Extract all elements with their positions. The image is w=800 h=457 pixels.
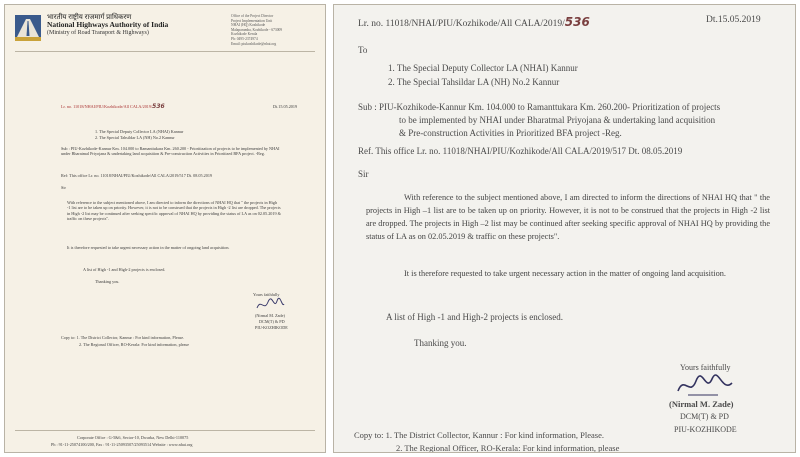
salutation: Sir <box>61 185 66 190</box>
nhai-logo-icon <box>15 15 41 41</box>
office-line: Email: piukozhikode@nhai.org <box>231 41 277 46</box>
ref-text: Lr. no. 11018/NHAI/PIU/Kozhikode/All CALA/2019/ <box>61 104 153 109</box>
office-line: NHAI (HQ) Kozhikode <box>231 23 266 28</box>
subject: Sub : PIU-Kozhikode-Kannur Km. 104.000 to Ramanttukara Km. 260.200 - Prioritization of projects to be implemented by NHAI under Bharatmal Priyojana & undertaking land acquisition & Pre-construction Activities in Prioritized BFA project. -Reg. <box>61 146 280 157</box>
reference-line: Ref: This office Lr. no. 11018/NHAI/PIU/Kozhikode/All CALA/2019/517 Dt. 08.05.2019 <box>61 173 213 178</box>
letter-enlarged <box>333 4 796 453</box>
to-item: 2. The Special Tahsildar LA (NH) No.2 Kannur <box>388 77 560 87</box>
ref-number <box>358 15 590 29</box>
office-line: Project Implementation Unit <box>231 18 273 23</box>
subject-line: to be implemented by NHAI under Bharatmal Priyojana & undertaking land acquisition <box>399 115 716 125</box>
enclosure-note: A list of High -1 and High-2 projects is enclosed. <box>83 267 166 272</box>
reference-line: Ref. This office Lr. no. 11018/NHAI/PIU/Kozhikode/All CALA/2019/517 Dt. 08.05.2019 <box>358 146 683 156</box>
footer-address: Corporate Office : G-5&6, Sector-10, Dwarka, New Delhi-110075 <box>77 435 189 440</box>
header-divider <box>15 51 315 52</box>
salutation: Sir <box>358 169 369 179</box>
office-line: Office of the Project Director <box>231 14 274 18</box>
body-paragraph-2: It is therefore requested to take urgent necessary action in the matter of ongoing land acquisition. <box>404 269 726 278</box>
letter-date: Dt.15.05.2019 <box>706 15 761 25</box>
org-ministry: (Ministry of Road Transport & Highways) <box>47 30 149 36</box>
to-item: 1. The Special Deputy Collector LA (NHAI) Kannur <box>388 63 578 73</box>
letter-thumbnail <box>4 4 326 453</box>
body-paragraph-2: It is therefore requested to take urgent necessary action in the matter of ongoing land acquisition. <box>67 245 230 250</box>
yours-faithfully: Yours faithfully <box>253 292 280 297</box>
org-block <box>47 13 168 37</box>
signatory-name: (Nirmal M. Zade) <box>669 399 734 409</box>
to-item: 2. The Special Tahsildar LA (NH) No.2 Kannur <box>95 135 175 140</box>
ref-text: Lr. no. 11018/NHAI/PIU/Kozhikode/All CALA/2019/ <box>358 19 565 29</box>
closing-thanks: Thanking you. <box>414 338 467 348</box>
body-paragraph-1: With reference to the subject mentioned above, I am directed to inform the directions of NHAI HQ that " the projects in High -1 list are to be taken up on priority. However, it is not to be construed that the projects in High -2 list are dropped. The projects in High -2 list may be continued after seeking specific approval of NHAI HQ by providing the status of LA as on 02.05.2019 & traffic on these projects". <box>67 200 281 222</box>
org-name: National Highways Authority of India <box>47 20 169 29</box>
office-line: Ph: 0495-2374974 <box>231 36 258 41</box>
footer-divider <box>15 430 315 431</box>
copy-to-2: 2. The Regional Officer, RO-Kerala: For kind information, please <box>396 443 620 453</box>
to-label: To <box>358 45 368 55</box>
signatory-unit: PIU-KOZHIKODE <box>674 425 737 434</box>
subject-line: & Pre-construction Activities in Prioritized BFA project -Reg. <box>399 128 622 138</box>
signature-icon <box>674 371 736 401</box>
signatory-title: DCM(T) & PD <box>259 319 285 324</box>
enclosure-note: A list of High -1 and High-2 projects is enclosed. <box>386 312 563 322</box>
signatory-title: DCM(T) & PD <box>680 412 729 421</box>
closing-thanks: Thanking you. <box>95 279 120 284</box>
office-line: Malaparamba, Kozhikode - 673009 <box>231 27 283 32</box>
body-paragraph-1: With reference to the subject mentioned above, I am directed to inform the directions of NHAI HQ that " the projects in High –1 list are to be taken up on priority. However, it is not to be construed that the projects in High -2 list are dropped. The projects in High –2 list may be continued after seeking specific approval of NHAI HQ by providing the status of LA as on 02.05.2019 & traffic on these projects". <box>366 193 770 241</box>
ref-handwritten: 536 <box>564 15 590 29</box>
copy-to-1: Copy to: 1. The District Collector, Kannur : For kind information, Please. <box>61 335 185 340</box>
signature-icon <box>255 296 285 314</box>
org-hindi: भारतीय राष्ट्रीय राजमार्ग प्राधिकरण <box>47 13 132 21</box>
ref-number <box>61 104 165 109</box>
ref-handwritten: 536 <box>152 103 165 110</box>
copy-to-2: 2. The Regional Officer, RO-Kerala: For kind information, please <box>79 342 190 347</box>
office-address <box>231 14 282 46</box>
office-line: Kozhikode Kerala <box>231 32 258 37</box>
footer-contact: Ph : 91-11-25074100/200, Fax : 91-11-25093507/25093514 Website : www.nhai.org <box>51 442 193 447</box>
copy-to-1: Copy to: 1. The District Collector, Kannur : For kind information, Please. <box>354 430 604 440</box>
yours-faithfully: Yours faithfully <box>680 363 731 372</box>
subject-line: Sub : PIU-Kozhikode-Kannur Km. 104.000 to Ramanttukara Km. 260.200- Prioritization of projects <box>358 102 721 112</box>
signatory-unit: PIU-KOZHIKODE <box>255 325 288 330</box>
signatory-name: (Nirmal M. Zade) <box>255 313 285 318</box>
letter-date: Dt.15.05.2019 <box>273 104 298 109</box>
to-item: 1. The Special Deputy Collector LA (NHAI) Kannur <box>95 129 184 134</box>
